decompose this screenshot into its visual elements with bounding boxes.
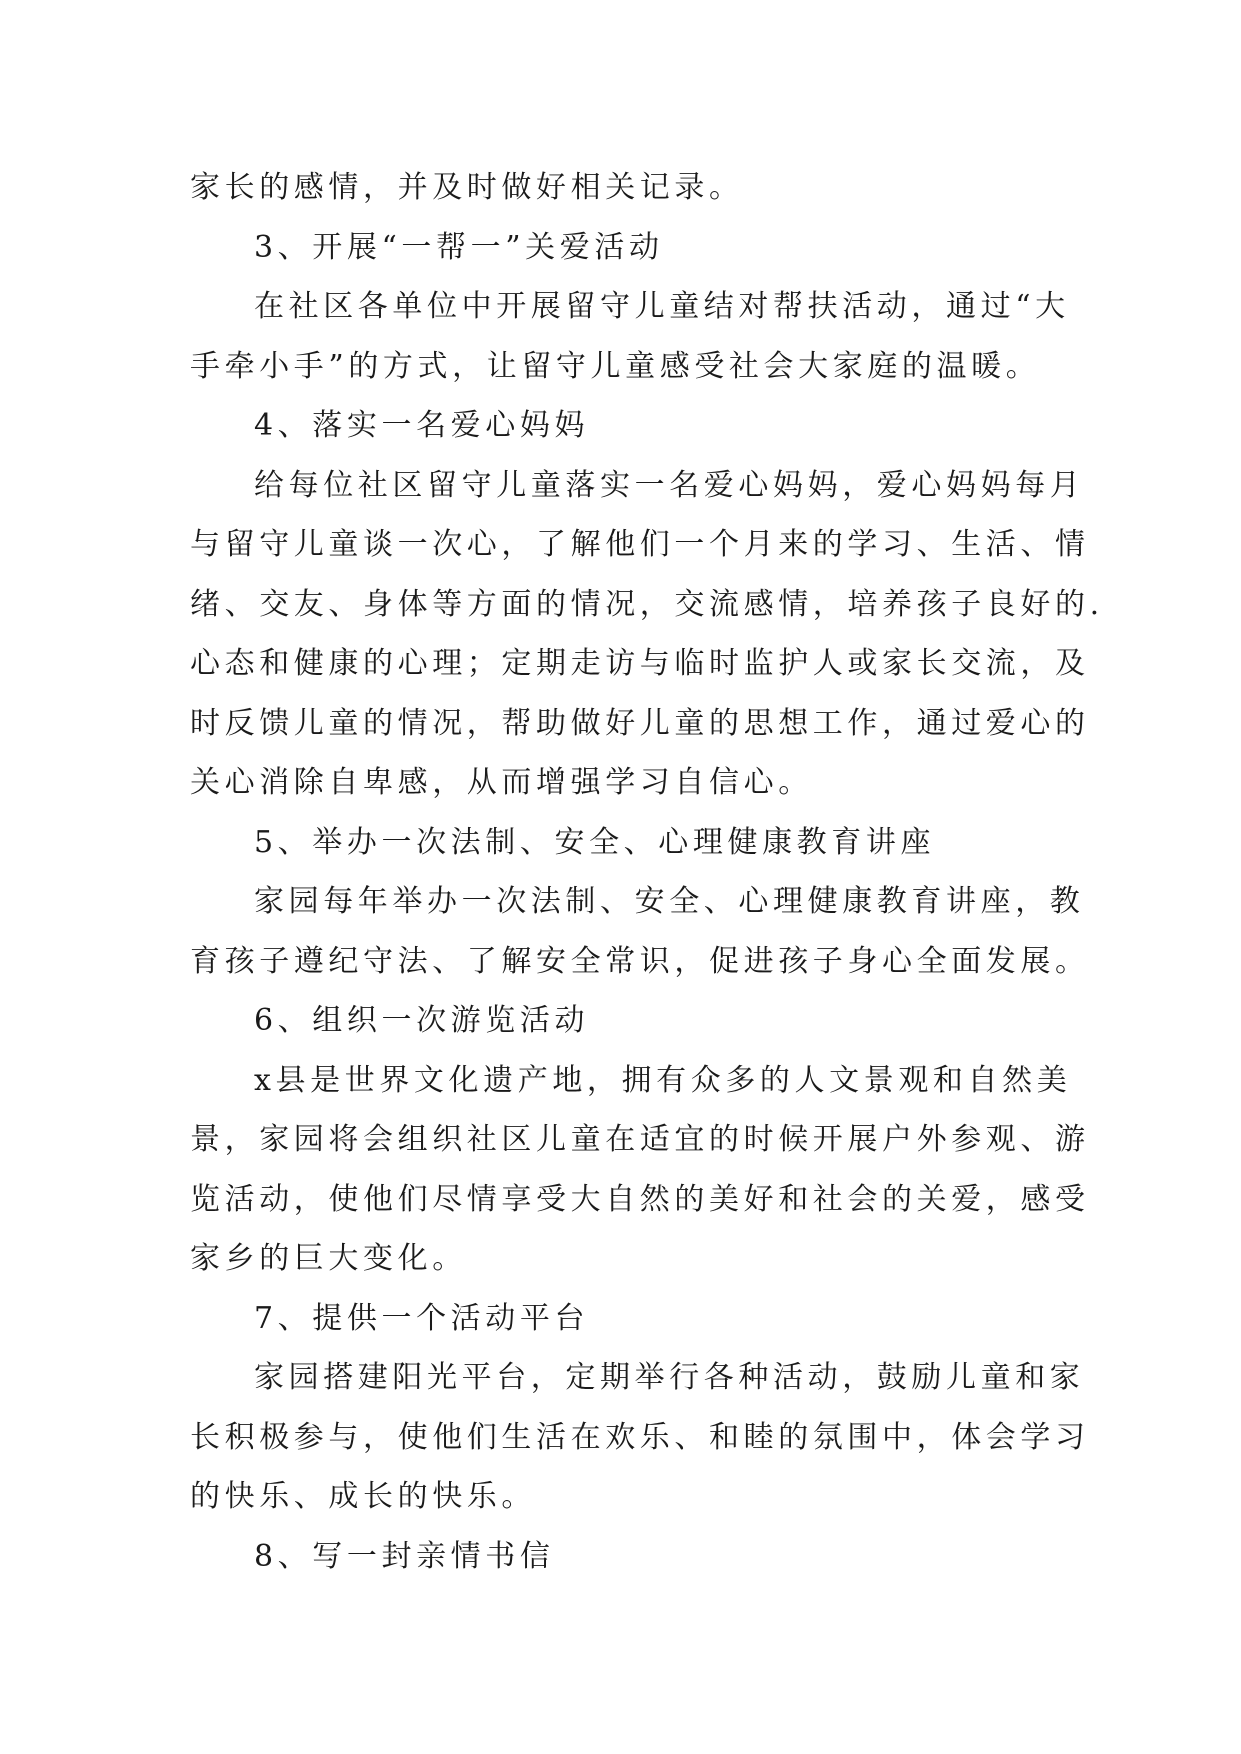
document-body xyxy=(190,158,1104,1586)
paragraph-line: 览活动，使他们尽情享受大自然的美好和社会的关爱，感受 xyxy=(190,1181,1090,1217)
paragraph-line: 家园每年举办一次法制、安全、心理健康教育讲座，教 xyxy=(254,884,1085,919)
paragraph-line: 心态和健康的心理；定期走访与临时监护人或家长交流，及 xyxy=(190,646,1090,681)
paragraph-line: 长积极参与，使他们生活在欢乐、和睦的氛围中，体会学习 xyxy=(190,1419,1090,1455)
paragraph-line: 手牵小手”的方式，让留守儿童感受社会大家庭的温暖。 xyxy=(190,348,1041,384)
paragraph-line: 绪、交友、身体等方面的情况，交流感情，培养孩子良好的. xyxy=(190,586,1104,622)
section-heading: 4、落实一名爱心妈妈 xyxy=(254,408,590,443)
section-heading: 3、开展“一帮一”关爱活动 xyxy=(254,229,664,265)
section-heading: 6、组织一次游览活动 xyxy=(254,1003,590,1038)
paragraph-line: 育孩子遵纪守法、了解安全常识，促进孩子身心全面发展。 xyxy=(190,943,1090,979)
paragraph-line: 家乡的巨大变化。 xyxy=(190,1241,467,1276)
paragraph-line: 景，家园将会组织社区儿童在适宜的时候开展户外参观、游 xyxy=(190,1122,1090,1157)
paragraph-line: 关心消除自卑感，从而增强学习自信心。 xyxy=(190,765,813,800)
section-heading: 5、举办一次法制、安全、心理健康教育讲座 xyxy=(254,824,936,860)
paragraph-line: x县是世界文化遗产地，拥有众多的人文景观和自然美 xyxy=(254,1062,1072,1098)
paragraph-line: 家园搭建阳光平台，定期举行各种活动，鼓励儿童和家 xyxy=(254,1360,1085,1395)
paragraph-line: 与留守儿童谈一次心，了解他们一个月来的学习、生活、情 xyxy=(190,527,1090,562)
paragraph-line: 家长的感情，并及时做好相关记录。 xyxy=(190,170,744,205)
paragraph-line: 的快乐、成长的快乐。 xyxy=(190,1479,536,1514)
section-heading: 7、提供一个活动平台 xyxy=(254,1300,590,1336)
paragraph-line: 给每位社区留守儿童落实一名爱心妈妈，爱心妈妈每月 xyxy=(254,467,1085,503)
paragraph-line: 时反馈儿童的情况，帮助做好儿童的思想工作，通过爱心的 xyxy=(190,705,1090,741)
paragraph-line: 在社区各单位中开展留守儿童结对帮扶活动，通过“大 xyxy=(254,289,1070,324)
section-heading: 8、写一封亲情书信 xyxy=(254,1538,555,1574)
